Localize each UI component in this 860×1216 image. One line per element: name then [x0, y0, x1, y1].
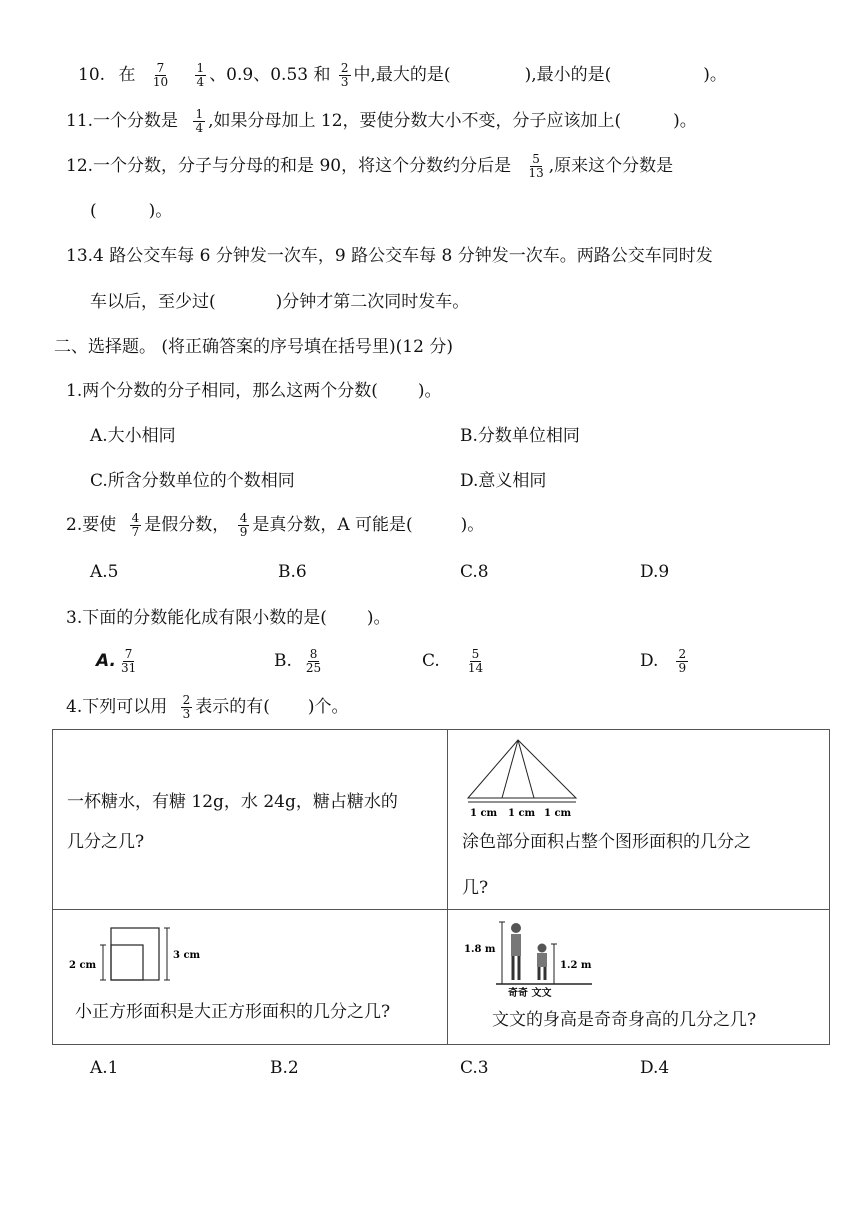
choice-question-1	[66, 378, 442, 404]
fraction: $\frac{5}{13}$	[528, 152, 544, 180]
question-text: )个。	[307, 697, 349, 717]
question-text: ),最小的是(	[524, 65, 612, 85]
question-12	[66, 153, 673, 180]
cell-text: 涂色部分面积占整个图形面积的几分之 几?	[462, 832, 751, 898]
problem-grid	[52, 729, 830, 1045]
name-label: 奇奇 文文	[508, 988, 552, 998]
fraction: $\frac{4}{7}$	[131, 511, 140, 539]
question-text: 3.下面的分数能化成有限小数的是(	[66, 608, 327, 628]
dimension-label: 1 cm	[508, 808, 536, 819]
question-10	[78, 62, 727, 89]
question-text: ,原来这个分数是	[548, 156, 674, 176]
question-text: 11.一个分数是	[66, 111, 179, 131]
fraction: $\frac{2}{3}$	[340, 61, 349, 89]
cell-triangle	[448, 730, 830, 910]
dimension-label: 1 cm	[544, 808, 572, 819]
question-text: 13.4 路公交车每 6 分钟发一次车，9 路公交车每 8 分钟发一次车。两路公交车同时发	[66, 246, 713, 266]
triangle-figure	[464, 736, 584, 824]
question-text: 表示的有(	[195, 697, 270, 717]
cell-text: 小正方形面积是大正方形面积的几分之几?	[75, 1002, 391, 1022]
fraction: $\frac{4}{9}$	[239, 511, 248, 539]
option-a[interactable]: A.大小相同	[90, 426, 176, 446]
question-12-line-2	[90, 198, 172, 224]
question-text: 、0.9、0.53 和	[209, 65, 331, 85]
section-title: 二、选择题。 (将正确答案的序号填在括号里)(12 分)	[54, 337, 453, 357]
cell-sugar-water	[53, 730, 448, 910]
option-c[interactable]: C. $\frac{5}{14}$	[422, 647, 484, 675]
dimension-label: 1 cm	[470, 808, 498, 819]
option-b[interactable]: B.分数单位相同	[460, 426, 580, 446]
cell-text: 文文的身高是奇奇身高的几分之几?	[492, 1010, 757, 1030]
question-text: (	[90, 201, 97, 221]
question-text: 中,最大的是(	[353, 65, 451, 85]
question-text: )。	[366, 608, 391, 628]
cell-text: 一杯糖水，有糖 12g，水 24g，糖占糖水的 几分之几?	[67, 792, 398, 852]
height-label: 1.2 m	[560, 960, 592, 971]
question-text: 是真分数，A 可能是(	[252, 515, 413, 535]
choice-question-2	[66, 512, 484, 539]
option-b[interactable]: B.2	[270, 1058, 299, 1078]
question-text: )。	[673, 111, 697, 131]
question-text: 1.两个分数的分子相同，那么这两个分数(	[66, 381, 378, 401]
option-a[interactable]: A.5	[90, 562, 119, 582]
question-number: 10.	[78, 65, 106, 85]
question-13-line-2	[90, 289, 469, 315]
fraction: $\frac{2}{3}$	[182, 693, 191, 721]
question-text: 在	[118, 65, 136, 85]
question-13	[66, 243, 713, 269]
question-text: ,如果分母加上 12，要使分数大小不变，分子应该加上(	[208, 111, 622, 131]
option-d[interactable]: D.4	[640, 1058, 670, 1078]
question-text: )。	[703, 65, 727, 85]
question-text: 12.一个分数，分子与分母的和是 90，将这个分数约分后是	[66, 156, 512, 176]
option-d[interactable]: D. $\frac{2}{9}$	[640, 647, 687, 675]
dimension-label: 3 cm	[173, 950, 201, 961]
fraction: $\frac{1}{4}$	[195, 107, 204, 135]
dimension-label: 2 cm	[69, 960, 97, 971]
height-label: 1.8 m	[464, 944, 496, 955]
option-b[interactable]: B. $\frac{8}{25}$	[274, 647, 322, 675]
question-text: 车以后，至少过(	[90, 292, 216, 312]
question-11	[66, 108, 697, 135]
squares-figure	[67, 918, 217, 988]
option-a[interactable]: A.1	[90, 1058, 119, 1078]
question-text: )。	[417, 381, 442, 401]
choice-question-3	[66, 605, 391, 631]
question-text: 2.要使	[66, 515, 117, 535]
heights-figure	[462, 914, 602, 998]
option-b[interactable]: B.6	[278, 562, 307, 582]
cell-squares	[53, 910, 448, 1045]
fraction: $\frac{7}{10}$	[152, 61, 169, 89]
fraction: $\frac{1}{4}$	[196, 61, 205, 89]
option-c[interactable]: C.8	[460, 562, 489, 582]
option-c[interactable]: C.所含分数单位的个数相同	[90, 471, 295, 491]
question-text: )。	[460, 515, 485, 535]
question-text: 4.下列可以用	[66, 697, 168, 717]
option-d[interactable]: D.9	[640, 562, 670, 582]
choice-question-4	[66, 694, 349, 721]
question-text: 是假分数，	[144, 515, 230, 535]
option-a[interactable]: A. $\frac{7}{31}$	[96, 647, 137, 675]
option-c[interactable]: C.3	[460, 1058, 489, 1078]
cell-heights	[448, 910, 830, 1045]
question-text: )。	[148, 201, 173, 221]
option-d[interactable]: D.意义相同	[460, 471, 547, 491]
question-text: )分钟才第二次同时发车。	[275, 292, 470, 312]
